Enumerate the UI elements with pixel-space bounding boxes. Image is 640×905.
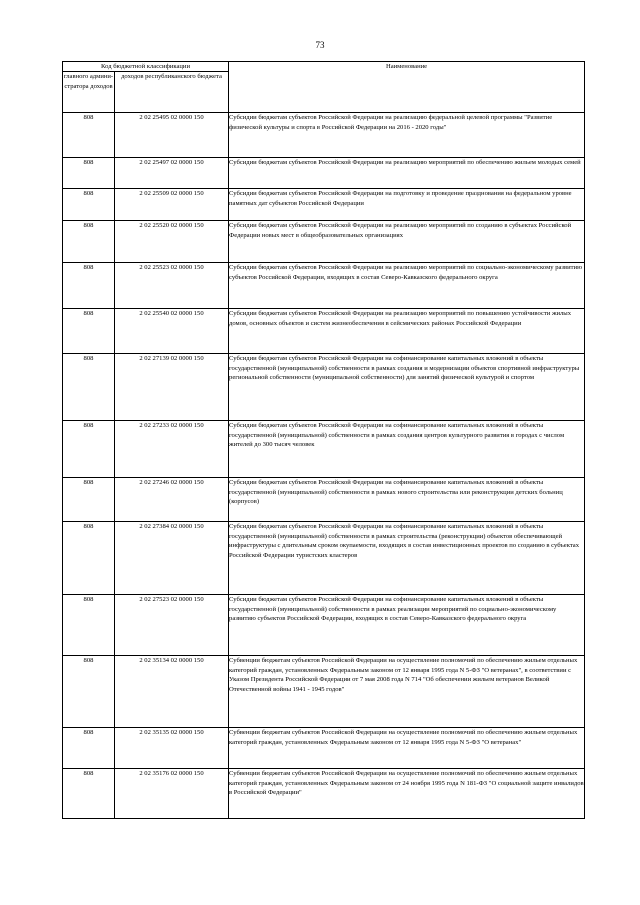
name-cell: Субвенции бюджетам субъектов Российской Федерации на осуществление полномочий по обеспечению жильем отдельных категорий граждан, установленных Федеральным законом от 24 ноября 1995 года N 181-ФЗ "О социальной защите инвалидов в Российской Федерации" bbox=[229, 769, 585, 819]
revenue-code-cell: 2 02 25495 02 0000 150 bbox=[115, 113, 229, 158]
name-cell: Субсидии бюджетам субъектов Российской Федерации на софинансирование капитальных вложений в объекты государственной (муниципальной) собственности в рамках создания и модернизации объектов спортивной инфраструктуры региональной собственности (муниципальной собственности) для занятий физической культурой и спортом bbox=[229, 354, 585, 421]
name-cell: Субвенции бюджетам субъектов Российской Федерации на осуществление полномочий по обеспечению жильем отдельных категорий граждан, установленных Федеральным законом от 12 января 1995 года N 5-ФЗ "О ветеранах", в соответствии с Указом Президента Российской Федерации от 7 мая 2008 года N 714 "Об обеспечении жильем ветеранов Великой Отечественной войны 1941 - 1945 годов" bbox=[229, 656, 585, 728]
name-cell: Субсидии бюджетам субъектов Российской Федерации на реализацию мероприятий по социально-экономическому развитию субъектов Российской Федерации, входящих в состав Северо-Кавказского федерального округа bbox=[229, 263, 585, 309]
admin-code-cell: 808 bbox=[63, 595, 115, 656]
table-row bbox=[63, 263, 585, 309]
admin-code-cell: 808 bbox=[63, 656, 115, 728]
name-cell: Субвенции бюджетам субъектов Российской Федерации на осуществление полномочий по обеспечению жильем отдельных категорий граждан, установленных Федеральным законом от 12 января 1995 года N 5-ФЗ "О ветеранах" bbox=[229, 728, 585, 769]
table-header bbox=[63, 62, 585, 113]
revenue-code-cell: 2 02 27384 02 0000 150 bbox=[115, 522, 229, 595]
admin-code-cell: 808 bbox=[63, 478, 115, 522]
name-cell: Субсидии бюджетам субъектов Российской Федерации на реализацию федеральной целевой программы "Развитие физической культуры и спорта в Российской Федерации на 2016 - 2020 годы" bbox=[229, 113, 585, 158]
admin-code-cell: 808 bbox=[63, 158, 115, 189]
table-row bbox=[63, 478, 585, 522]
revenue-code-cell: 2 02 27523 02 0000 150 bbox=[115, 595, 229, 656]
name-cell: Субсидии бюджетам субъектов Российской Федерации на реализацию мероприятий по обеспечению жильем молодых семей bbox=[229, 158, 585, 189]
table-row bbox=[63, 421, 585, 478]
admin-code-cell: 808 bbox=[63, 522, 115, 595]
table-row bbox=[63, 354, 585, 421]
revenue-code-cell: 2 02 25520 02 0000 150 bbox=[115, 221, 229, 263]
admin-code-cell: 808 bbox=[63, 221, 115, 263]
name-cell: Субсидии бюджетам субъектов Российской Федерации на реализацию мероприятий по повышению устойчивости жилых домов, основных объектов и систем жизнеобеспечения в сейсмических районах Российской Федерации bbox=[229, 309, 585, 354]
table-row bbox=[63, 522, 585, 595]
name-cell: Субсидии бюджетам субъектов Российской Федерации на подготовку и проведение празднования на федеральном уровне памятных дат субъектов Российской Федерации bbox=[229, 189, 585, 221]
header-revenue-code: доходов республиканского бюджета bbox=[115, 72, 229, 113]
revenue-code-cell: 2 02 25509 02 0000 150 bbox=[115, 189, 229, 221]
revenue-code-cell: 2 02 27246 02 0000 150 bbox=[115, 478, 229, 522]
revenue-code-cell: 2 02 35135 02 0000 150 bbox=[115, 728, 229, 769]
revenue-code-cell: 2 02 25497 02 0000 150 bbox=[115, 158, 229, 189]
table-row bbox=[63, 728, 585, 769]
name-cell: Субсидии бюджетам субъектов Российской Федерации на софинансирование капитальных вложений в объекты государственной (муниципальной) собственности в рамках строительства (реконструкции) объектов обеспечивающей инфраструктуры с длительным сроком окупаемости, входящих в состав инвестиционных проектов по созданию в субъектах Российской Федерации туристских кластеров bbox=[229, 522, 585, 595]
table-row bbox=[63, 189, 585, 221]
admin-code-cell: 808 bbox=[63, 263, 115, 309]
name-cell: Субсидии бюджетам субъектов Российской Федерации на реализацию мероприятий по созданию в субъектах Российской Федерации новых мест в общеобразовательных организациях bbox=[229, 221, 585, 263]
table-row bbox=[63, 309, 585, 354]
header-admin-code: главного админи-стратора доходов bbox=[63, 72, 115, 113]
table-row bbox=[63, 113, 585, 158]
name-cell: Субсидии бюджетам субъектов Российской Федерации на софинансирование капитальных вложений в объекты государственной (муниципальной) собственности в рамках создания центров культурного развития в городах с числом жителей до 300 тысяч человек bbox=[229, 421, 585, 478]
table-row bbox=[63, 221, 585, 263]
table-row bbox=[63, 769, 585, 819]
admin-code-cell: 808 bbox=[63, 769, 115, 819]
revenue-code-cell: 2 02 27233 02 0000 150 bbox=[115, 421, 229, 478]
table-row bbox=[63, 158, 585, 189]
admin-code-cell: 808 bbox=[63, 113, 115, 158]
admin-code-cell: 808 bbox=[63, 354, 115, 421]
name-cell: Субсидии бюджетам субъектов Российской Федерации на софинансирование капитальных вложений в объекты государственной (муниципальной) собственности в рамках нового строительства или реконструкции детских больниц (корпусов) bbox=[229, 478, 585, 522]
admin-code-cell: 808 bbox=[63, 421, 115, 478]
admin-code-cell: 808 bbox=[63, 189, 115, 221]
header-classification-code: Код бюджетной классификации bbox=[63, 62, 229, 72]
table-row bbox=[63, 656, 585, 728]
revenue-code-cell: 2 02 35176 02 0000 150 bbox=[115, 769, 229, 819]
budget-classification-table bbox=[62, 61, 585, 819]
table-body bbox=[63, 113, 585, 819]
admin-code-cell: 808 bbox=[63, 728, 115, 769]
revenue-code-cell: 2 02 35134 02 0000 150 bbox=[115, 656, 229, 728]
revenue-code-cell: 2 02 25523 02 0000 150 bbox=[115, 263, 229, 309]
revenue-code-cell: 2 02 27139 02 0000 150 bbox=[115, 354, 229, 421]
table-row bbox=[63, 595, 585, 656]
revenue-code-cell: 2 02 25540 02 0000 150 bbox=[115, 309, 229, 354]
admin-code-cell: 808 bbox=[63, 309, 115, 354]
name-cell: Субсидии бюджетам субъектов Российской Федерации на софинансирование капитальных вложений в объекты государственной (муниципальной) собственности в рамках реализации мероприятий по социально-экономическому развитию субъектов Российской Федерации, входящих в состав Северо-Кавказского федерального округа bbox=[229, 595, 585, 656]
header-name: Наименование bbox=[229, 62, 585, 113]
page-number: 73 bbox=[315, 40, 325, 50]
